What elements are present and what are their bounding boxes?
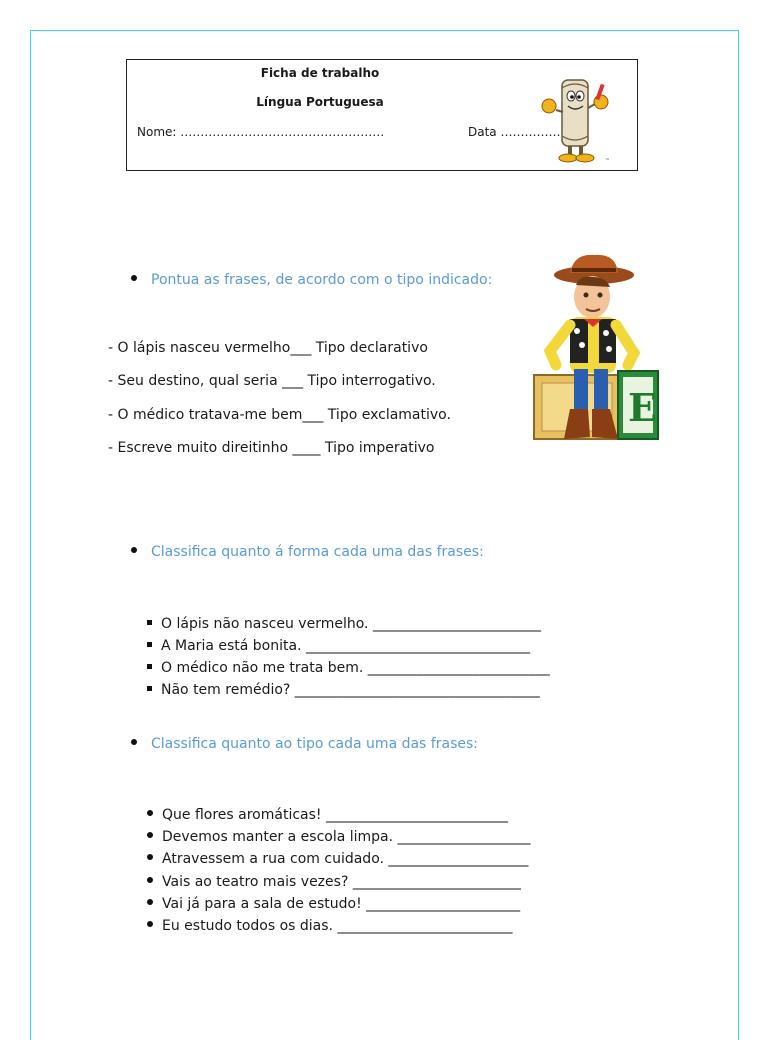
- list-item: Devemos manter a escola limpa. ___________________: [147, 829, 531, 845]
- list-item: A Maria está bonita. ________________________________: [147, 638, 530, 654]
- pencil-scroll-mascot-icon: [535, 66, 615, 166]
- bullet-icon: [131, 275, 137, 281]
- list-item: O médico não me trata bem. __________________________: [147, 660, 550, 676]
- list-item: Vais ao teatro mais vezes? ________________________: [147, 874, 521, 890]
- list-item: O lápis não nasceu vermelho. ________________________: [147, 616, 541, 632]
- list-item: Vai já para a sala de estudo! ______________________: [147, 896, 520, 912]
- woody-cowboy-icon: [530, 253, 660, 445]
- bullet-icon: [131, 739, 137, 745]
- list-item: Atravessem a rua com cuidado. ____________________: [147, 851, 528, 867]
- svg-text:™: ™: [605, 158, 610, 164]
- bullet-icon: [147, 877, 153, 883]
- bullet-icon: [147, 810, 153, 816]
- list-item: Eu estudo todos os dias. _________________________: [147, 918, 512, 934]
- square-bullet-icon: [147, 620, 152, 625]
- svg-text:E: E: [628, 385, 657, 430]
- bullet-icon: [147, 832, 153, 838]
- name-field[interactable]: Nome: ……………………………………………: [137, 125, 385, 139]
- square-bullet-icon: [147, 642, 152, 647]
- date-field[interactable]: Data ……………: [468, 125, 561, 139]
- section2-heading: Classifica quanto á forma cada uma das frases:: [131, 544, 484, 560]
- worksheet-title: Ficha de trabalho: [260, 66, 380, 80]
- bullet-icon: [147, 921, 153, 927]
- list-item: Que flores aromáticas! __________________________: [147, 807, 508, 823]
- bullet-icon: [131, 547, 137, 553]
- worksheet-header: [126, 59, 638, 171]
- exercise-line: - Escreve muito direitinho ____ Tipo imperativo: [108, 440, 435, 456]
- exercise-line: - O médico tratava-me bem___ Tipo exclamativo.: [108, 407, 451, 423]
- exercise-line: - Seu destino, qual seria ___ Tipo interrogativo.: [108, 373, 436, 389]
- list-item: Não tem remédio? ___________________________________: [147, 682, 540, 698]
- subject-title: Língua Portuguesa: [256, 95, 384, 109]
- bullet-icon: [147, 854, 153, 860]
- bullet-icon: [147, 899, 153, 905]
- square-bullet-icon: [147, 686, 152, 691]
- square-bullet-icon: [147, 664, 152, 669]
- section3-heading: Classifica quanto ao tipo cada uma das frases:: [131, 736, 478, 752]
- section1-heading: Pontua as frases, de acordo com o tipo indicado:: [131, 272, 492, 288]
- exercise-line: - O lápis nasceu vermelho___ Tipo declarativo: [108, 340, 428, 356]
